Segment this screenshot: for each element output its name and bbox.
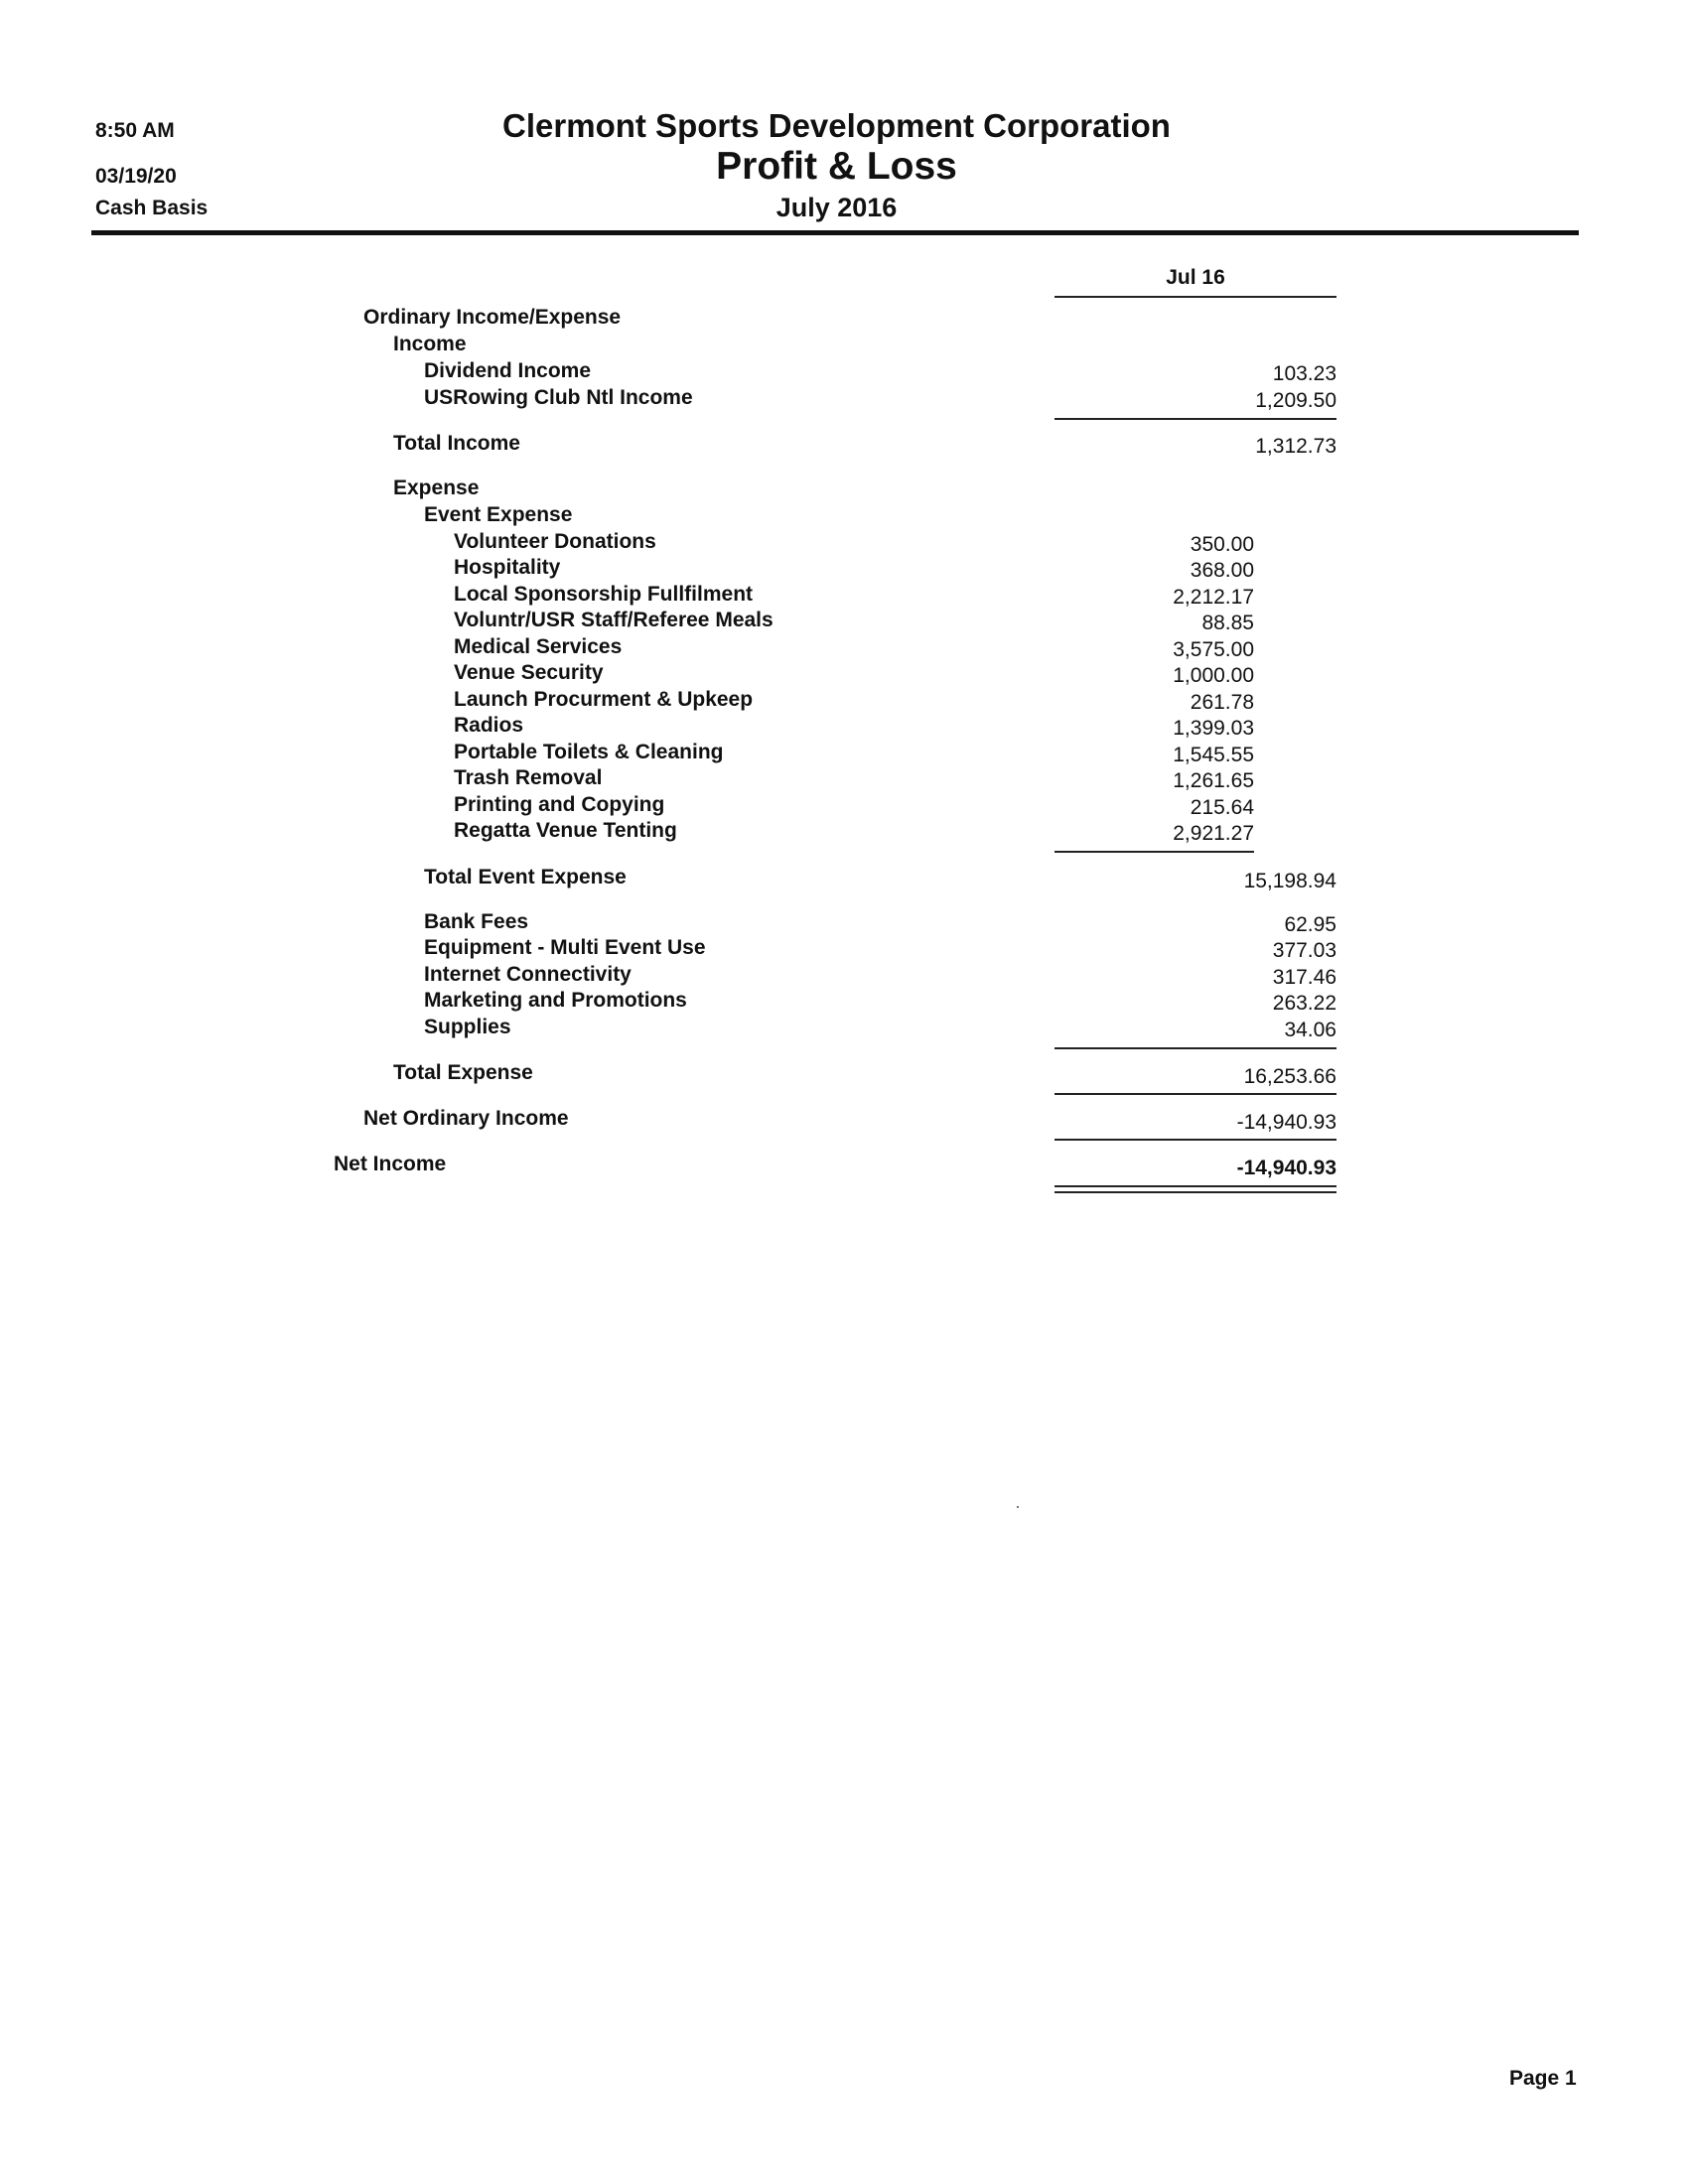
- net-income-double-rule-top: [1055, 1185, 1336, 1187]
- report-time: 8:50 AM: [95, 119, 175, 142]
- income-item-value: 1,209.50: [1255, 389, 1336, 412]
- income-item-label: Dividend Income: [424, 359, 592, 382]
- expense-item-value: 34.06: [1284, 1019, 1336, 1041]
- section-event-expense: Event Expense: [424, 503, 573, 526]
- section-income: Income: [393, 333, 467, 355]
- total-event-expense-label: Total Event Expense: [424, 866, 627, 888]
- event-expense-subtotal-rule: [1055, 851, 1254, 853]
- event-expense-item-label: Radios: [454, 714, 524, 737]
- total-expense-value: 16,253.66: [1243, 1065, 1336, 1088]
- expense-item-value: 263.22: [1272, 992, 1336, 1015]
- event-expense-item-label: Launch Procurment & Upkeep: [454, 688, 754, 711]
- total-income-value: 1,312.73: [1255, 435, 1336, 458]
- total-expense-label: Total Expense: [393, 1061, 533, 1084]
- event-expense-item-value: 215.64: [1190, 796, 1254, 819]
- event-expense-item-value: 88.85: [1201, 612, 1254, 634]
- event-expense-item-label: Trash Removal: [454, 766, 603, 789]
- event-expense-item-value: 2,212.17: [1173, 586, 1254, 609]
- column-header: Jul 16: [1166, 266, 1225, 289]
- expense-item-label: Bank Fees: [424, 910, 529, 933]
- expense-item-label: Supplies: [424, 1016, 511, 1038]
- report-date: 03/19/20: [95, 165, 177, 188]
- net-income-value: -14,940.93: [1236, 1157, 1336, 1179]
- expense-item-value: 62.95: [1284, 913, 1336, 936]
- net-income-double-rule-bottom: [1055, 1191, 1336, 1193]
- net-ordinary-rule: [1055, 1093, 1336, 1095]
- event-expense-item-label: Regatta Venue Tenting: [454, 819, 677, 842]
- net-income-rule: [1055, 1139, 1336, 1141]
- total-income-label: Total Income: [393, 432, 520, 455]
- event-expense-item-value: 1,000.00: [1173, 664, 1254, 687]
- event-expense-item-label: Portable Toilets & Cleaning: [454, 741, 724, 763]
- net-ordinary-income-label: Net Ordinary Income: [363, 1107, 569, 1130]
- event-expense-item-value: 261.78: [1190, 691, 1254, 714]
- event-expense-item-value: 3,575.00: [1173, 638, 1254, 661]
- column-header-rule: [1055, 296, 1336, 298]
- event-expense-item-value: 1,261.65: [1173, 769, 1254, 792]
- expense-item-value: 317.46: [1272, 966, 1336, 989]
- event-expense-item-label: Voluntr/USR Staff/Referee Meals: [454, 609, 774, 631]
- expense-subtotal-rule: [1055, 1047, 1336, 1049]
- page-number: Page 1: [1509, 2067, 1577, 2090]
- scan-speck: [1017, 1506, 1019, 1508]
- event-expense-item-label: Printing and Copying: [454, 793, 665, 816]
- event-expense-item-value: 350.00: [1190, 533, 1254, 556]
- expense-item-label: Marketing and Promotions: [424, 989, 687, 1012]
- income-subtotal-rule: [1055, 418, 1336, 420]
- income-item-value: 103.23: [1272, 362, 1336, 385]
- event-expense-item-label: Hospitality: [454, 556, 561, 579]
- report-period: July 2016: [775, 193, 898, 222]
- expense-item-value: 377.03: [1272, 939, 1336, 962]
- event-expense-item-value: 1,399.03: [1173, 717, 1254, 740]
- total-event-expense-value: 15,198.94: [1243, 870, 1336, 892]
- expense-item-label: Equipment - Multi Event Use: [424, 936, 706, 959]
- income-item-label: USRowing Club Ntl Income: [424, 386, 693, 409]
- net-ordinary-income-value: -14,940.93: [1236, 1111, 1336, 1134]
- section-ordinary-income-expense: Ordinary Income/Expense: [363, 306, 622, 329]
- report-title: Profit & Loss: [716, 145, 957, 188]
- event-expense-item-label: Medical Services: [454, 635, 623, 658]
- report-basis: Cash Basis: [95, 197, 209, 219]
- section-expense: Expense: [393, 477, 480, 499]
- company-name: Clermont Sports Development Corporation: [502, 107, 1171, 144]
- event-expense-item-value: 368.00: [1190, 559, 1254, 582]
- header-rule: [91, 230, 1579, 235]
- event-expense-item-value: 2,921.27: [1173, 822, 1254, 845]
- event-expense-item-label: Venue Security: [454, 661, 604, 684]
- expense-item-label: Internet Connectivity: [424, 963, 632, 986]
- event-expense-item-label: Local Sponsorship Fullfilment: [454, 583, 754, 606]
- event-expense-item-value: 1,545.55: [1173, 744, 1254, 766]
- net-income-label: Net Income: [334, 1153, 447, 1175]
- event-expense-item-label: Volunteer Donations: [454, 530, 656, 553]
